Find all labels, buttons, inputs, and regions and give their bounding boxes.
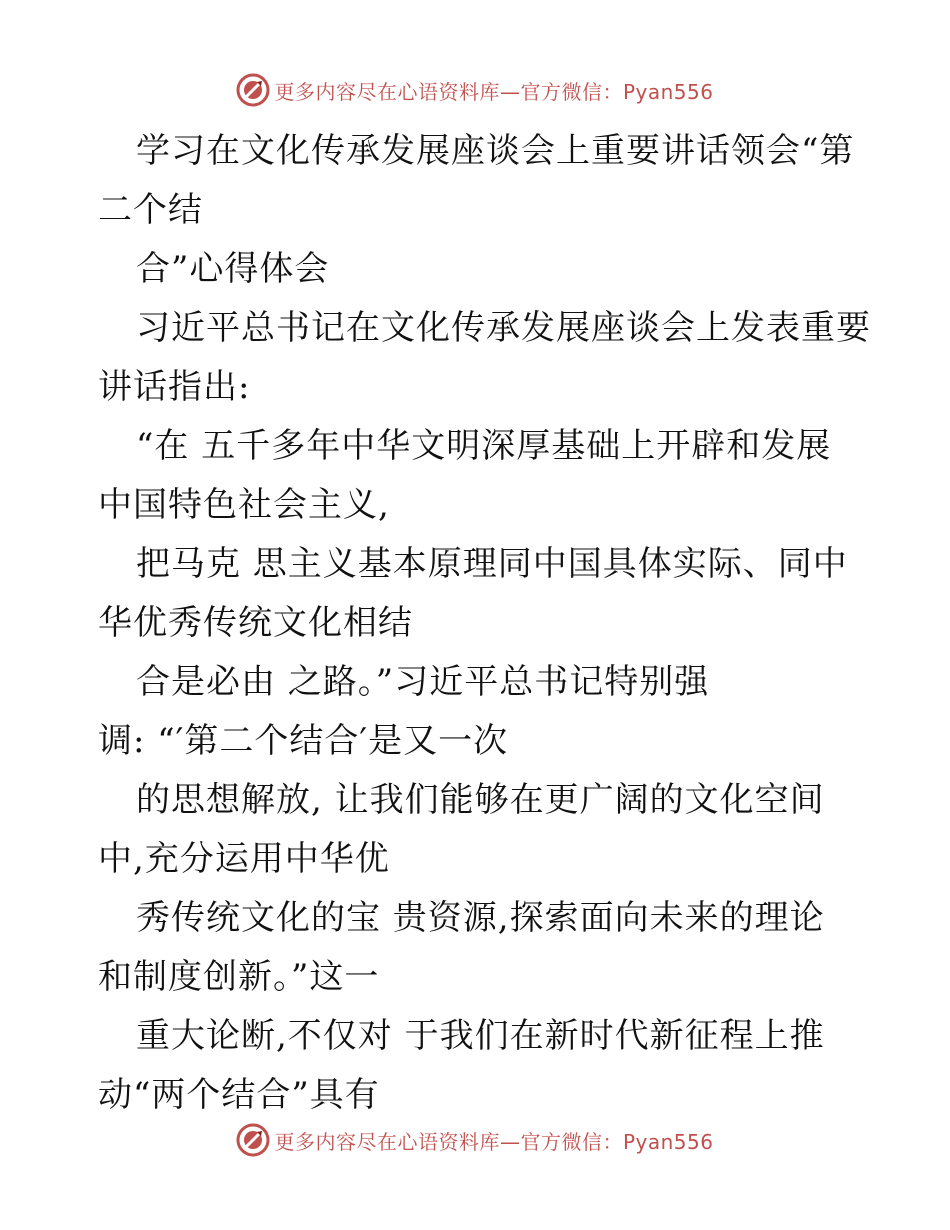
paragraph-line: 中,充分运用中华优 — [98, 839, 390, 879]
watermark-top — [0, 70, 950, 110]
paragraph-line: 调: “′第二个结合′是又一次 — [98, 721, 509, 761]
paragraph-line: 把马克 思主义基本原理同中国具体实际、同中 — [136, 544, 848, 584]
paragraph-line: 中国特色社会主义, — [98, 485, 390, 525]
paragraph-line: 重大论断,不仅对 于我们在新时代新征程上推 — [136, 1016, 825, 1056]
watermark-text: 更多内容尽在心语资料库—官方微信：Pyan556 — [274, 1129, 714, 1154]
logo-icon — [236, 73, 270, 107]
watermark-bottom — [0, 1120, 950, 1160]
paragraph-line: 合是必由 之路。”习近平总书记特别强 — [136, 662, 710, 702]
title-line: 合”心得体会 — [136, 249, 330, 289]
logo-icon — [236, 1123, 270, 1157]
paragraph-line: 和制度创新。”这一 — [98, 957, 380, 997]
paragraph-line: 习近平总书记在文化传承发展座谈会上发表重要 — [136, 308, 871, 348]
paragraph-line: 秀传统文化的宝 贵资源,探索面向未来的理论 — [136, 898, 825, 938]
paragraph-line: 讲话指出: — [98, 367, 251, 407]
title-line: 学习在文化传承发展座谈会上重要讲话领会“第 — [136, 131, 855, 171]
paragraph-line: 华优秀传统文化相结 — [98, 603, 413, 643]
paragraph-line: “在 五千多年中华文明深厚基础上开辟和发展 — [136, 426, 832, 466]
watermark-text: 更多内容尽在心语资料库—官方微信：Pyan556 — [274, 79, 714, 104]
document-body — [98, 122, 871, 1125]
title-line: 二个结 — [98, 190, 203, 230]
paragraph-line: 动“两个结合”具有 — [98, 1075, 380, 1115]
paragraph-line: 的思想解放, 让我们能够在更广阔的文化空间 — [136, 780, 825, 820]
